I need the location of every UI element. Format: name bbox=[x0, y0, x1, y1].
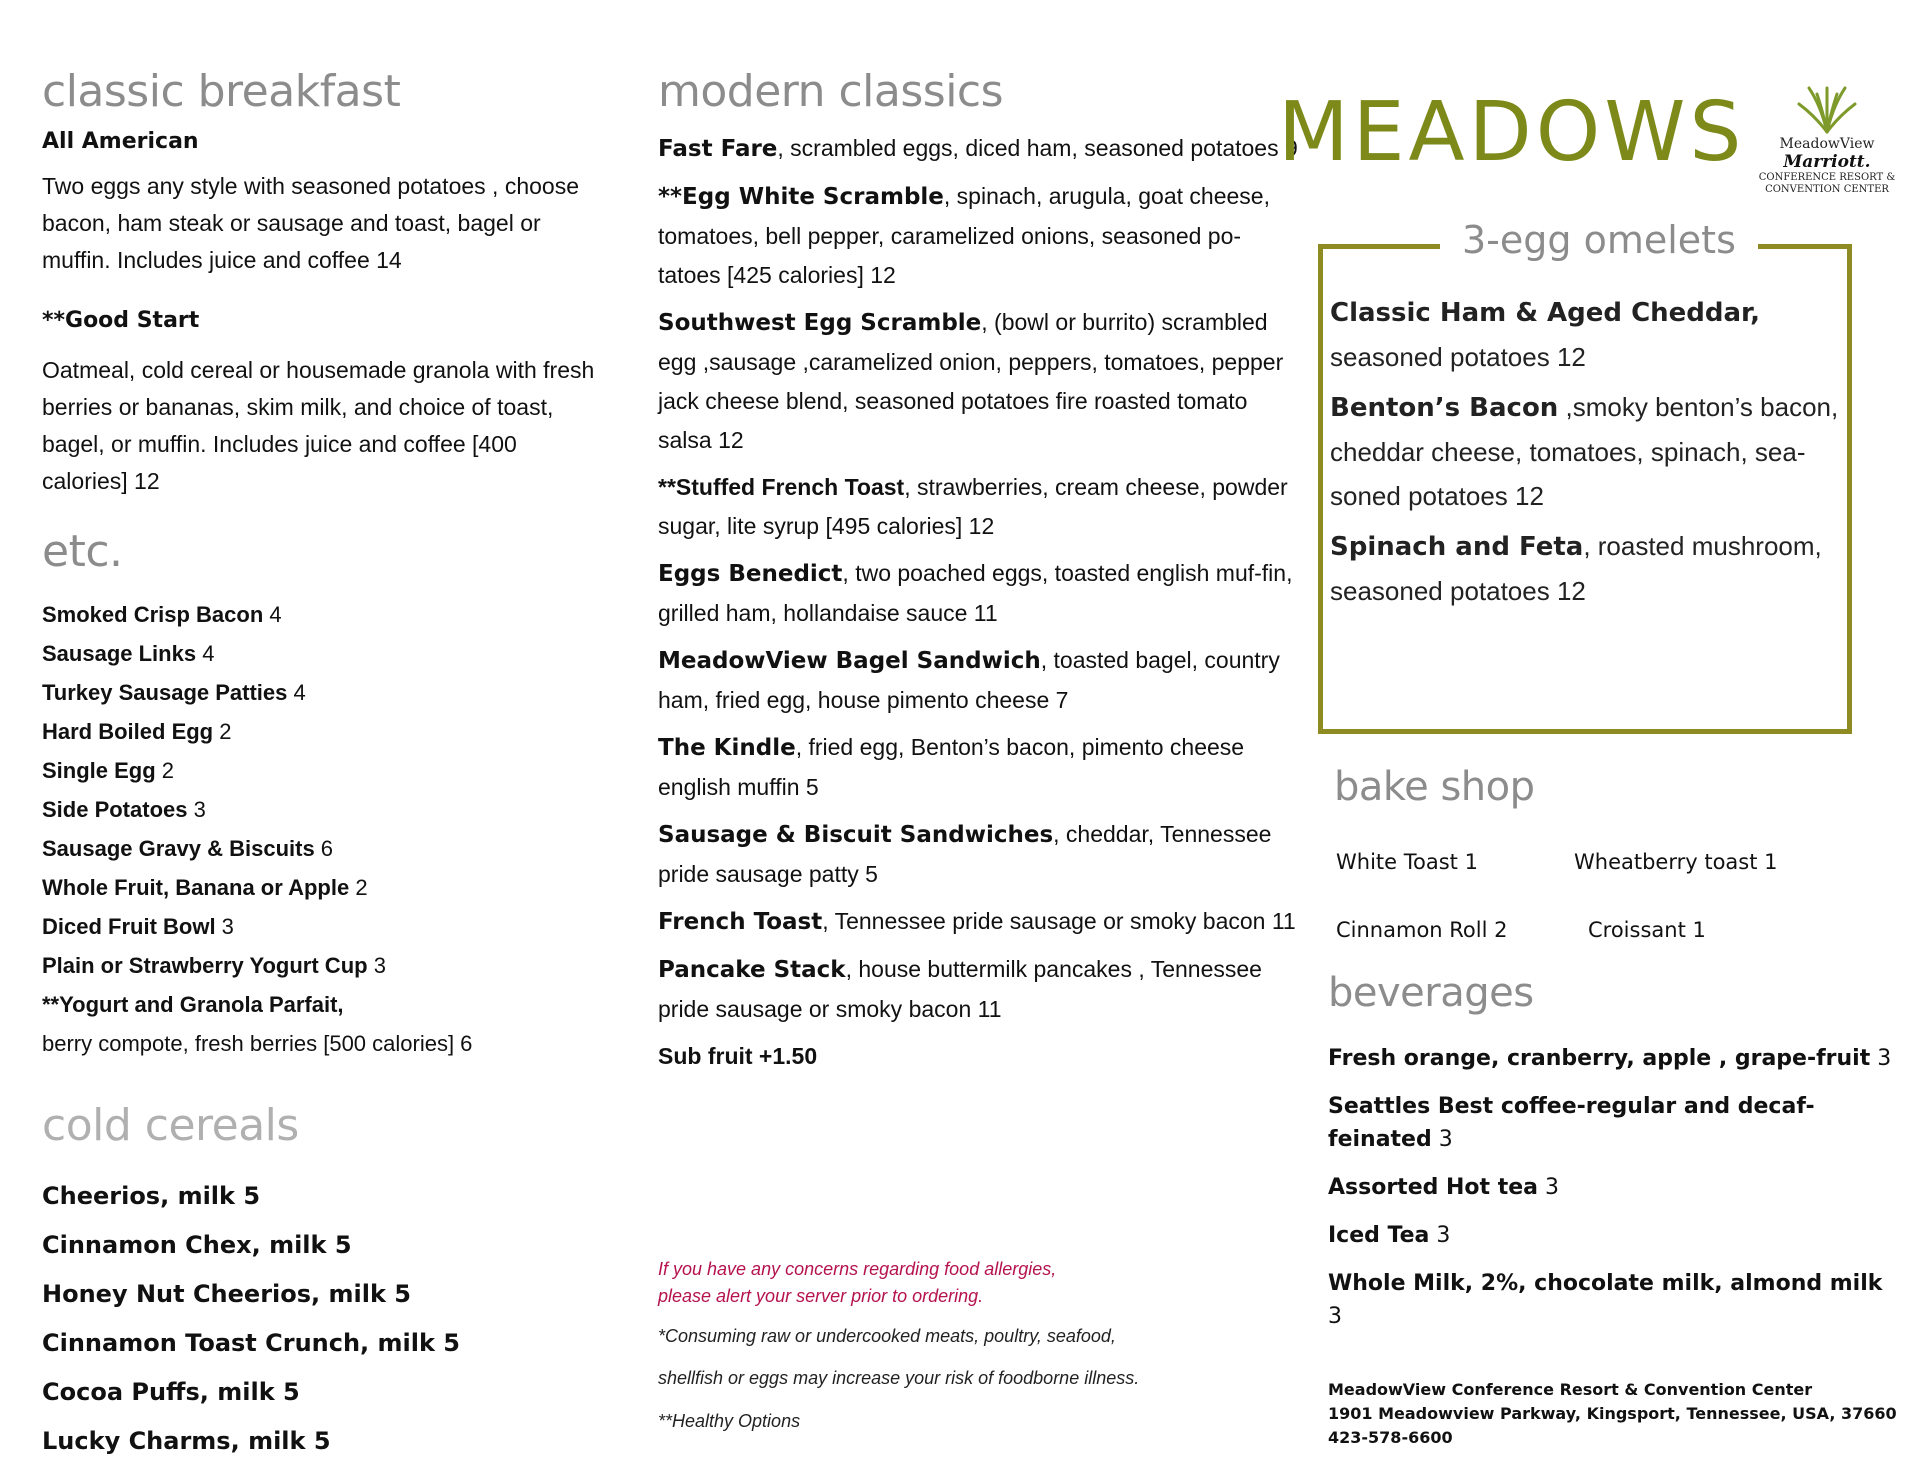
item-name: Pancake Stack bbox=[658, 957, 846, 983]
item-price: 4 bbox=[287, 680, 306, 705]
cold-cereals-list bbox=[42, 1172, 460, 1466]
item-name: Seattles Best coffee-regular and decaf-feinated bbox=[1328, 1094, 1815, 1152]
raw-food-warning: *Consuming raw or undercooked meats, poultry, seafood, bbox=[658, 1326, 1116, 1346]
list-item: Cocoa Puffs, milk 5 bbox=[42, 1378, 300, 1406]
list-item: Cheerios, milk 5 bbox=[42, 1182, 261, 1210]
item-name: French Toast bbox=[658, 909, 823, 935]
list-item bbox=[42, 985, 622, 1024]
list-item bbox=[1328, 1090, 1898, 1156]
item-description: , (bowl or burrito) scrambled egg ,sausage ,caramelized onion, peppers, tomatoes, pepper jack cheese blend, seasoned potatoes fire roasted tomato salsa 12 bbox=[658, 309, 1284, 453]
item-description: ,smoky benton’s bacon, cheddar cheese, tomatoes, spinach, sea-soned potatoes 12 bbox=[1330, 392, 1839, 511]
venue-info bbox=[1328, 1378, 1898, 1450]
item-name: Whole Milk, 2%, chocolate milk, almond milk bbox=[1328, 1271, 1883, 1296]
item-name: Southwest Egg Scramble bbox=[658, 310, 982, 336]
logo-text: MeadowView bbox=[1779, 136, 1875, 152]
venue-phone: 423-578-6600 bbox=[1328, 1428, 1453, 1447]
item-description: , fried egg, Benton’s bacon, pimento cheese english muffin 5 bbox=[658, 734, 1245, 800]
item-description: berry compote, fresh berries [500 calories] 6 bbox=[42, 1031, 473, 1056]
item-price: 2 bbox=[349, 875, 368, 900]
list-item bbox=[1328, 1042, 1898, 1075]
item-price: 2 bbox=[213, 719, 232, 744]
item-description: , toasted bagel, country ham, fried egg, house pimento cheese 7 bbox=[658, 647, 1280, 713]
item-description: seasoned potatoes 12 bbox=[1330, 342, 1586, 372]
item-name: Assorted Hot tea bbox=[1328, 1175, 1539, 1200]
item-price: 3 bbox=[215, 914, 234, 939]
list-item bbox=[1330, 524, 1850, 613]
item-name: **Egg White Scramble bbox=[658, 184, 944, 210]
item-price: 3 bbox=[1431, 1127, 1453, 1152]
list-item bbox=[658, 129, 1298, 169]
grass-logo-icon bbox=[1795, 82, 1859, 134]
list-item: Croissant 1 bbox=[1588, 918, 1706, 942]
section-title-omelets: 3-egg omelets bbox=[1440, 218, 1758, 262]
item-name: Sausage Gravy & Biscuits bbox=[42, 836, 315, 861]
logo-text: CONFERENCE RESORT & bbox=[1758, 172, 1896, 183]
item-price: 3 bbox=[187, 797, 206, 822]
list-item: Lucky Charms, milk 5 bbox=[42, 1427, 331, 1455]
item-price: 3 bbox=[1538, 1175, 1560, 1200]
list-item bbox=[42, 673, 622, 712]
item-description: , spinach, arugula, goat cheese, tomatoes, bell pepper, caramelized onions, seasoned po-tatoes [425 calories] 12 bbox=[658, 183, 1270, 288]
item-description: , Tennessee pride sausage or smoky bacon 11 bbox=[822, 908, 1296, 934]
list-item bbox=[42, 751, 622, 790]
list-item: Cinnamon Toast Crunch, milk 5 bbox=[42, 1329, 461, 1357]
menu-item-name: All American bbox=[42, 129, 199, 154]
menu-item-description: Oatmeal, cold cereal or housemade granola with fresh berries or bananas, skim milk, and choice of toast, bagel, or muffin. Includes juice and coffee [400 calories] 12 bbox=[42, 357, 595, 494]
logo-text: CONVENTION CENTER bbox=[1765, 184, 1889, 195]
item-description: , strawberries, cream cheese, powder sugar, lite syrup [495 calories] 12 bbox=[658, 474, 1288, 539]
brand-title: MEADOWS bbox=[1278, 85, 1746, 180]
logo-text: Marriott. bbox=[1783, 152, 1871, 172]
list-item: White Toast 1 bbox=[1336, 850, 1478, 874]
list-item bbox=[1328, 1219, 1898, 1252]
list-item bbox=[658, 815, 1298, 894]
item-name: Iced Tea bbox=[1328, 1223, 1430, 1248]
item-name: Turkey Sausage Patties bbox=[42, 680, 288, 705]
menu-item-description: Two eggs any style with seasoned potatoes , choose bacon, ham steak or sausage and toast, bagel or muffin. Includes juice and coffee 14 bbox=[42, 173, 579, 273]
item-description: , house buttermilk pancakes , Tennessee pride sausage or smoky bacon 11 bbox=[658, 956, 1262, 1022]
item-name: Diced Fruit Bowl bbox=[42, 914, 216, 939]
list-item bbox=[658, 950, 1298, 1029]
item-name: Single Egg bbox=[42, 758, 156, 783]
list-item bbox=[1328, 1267, 1898, 1333]
item-description: , cheddar, Tennessee pride sausage patty 5 bbox=[658, 821, 1272, 887]
section-title-beverages: beverages bbox=[1328, 970, 1534, 1016]
list-item bbox=[658, 303, 1298, 460]
venue-name: MeadowView Conference Resort & Convention Center bbox=[1328, 1380, 1813, 1399]
item-name: Sausage Links bbox=[42, 641, 197, 666]
list-item bbox=[42, 829, 622, 868]
list-item bbox=[42, 595, 622, 634]
item-price: 6 bbox=[314, 836, 334, 861]
item-price: 3 bbox=[1870, 1046, 1892, 1071]
meadowview-marriott-logo bbox=[1752, 82, 1902, 196]
allergy-line: please alert your server prior to ordering. bbox=[658, 1286, 984, 1306]
list-item bbox=[42, 790, 622, 829]
item-price: 3 bbox=[1328, 1304, 1342, 1329]
list-item bbox=[658, 641, 1298, 720]
etc-list bbox=[42, 595, 622, 1063]
list-item bbox=[1328, 1171, 1898, 1204]
omelets-list bbox=[1330, 290, 1850, 619]
list-item bbox=[42, 907, 622, 946]
allergy-notice bbox=[658, 1256, 1278, 1310]
item-name: Smoked Crisp Bacon bbox=[42, 602, 264, 627]
modern-classics-list bbox=[658, 129, 1298, 1084]
list-item bbox=[1330, 385, 1850, 518]
list-item bbox=[42, 946, 622, 985]
item-description: , two poached eggs, toasted english muf-fin, grilled ham, hollandaise sauce 11 bbox=[658, 560, 1293, 626]
item-name: Plain or Strawberry Yogurt Cup bbox=[42, 953, 368, 978]
list-item bbox=[42, 868, 622, 907]
item-name: Hard Boiled Egg bbox=[42, 719, 214, 744]
item-price: 4 bbox=[263, 602, 282, 627]
section-title-bake-shop: bake shop bbox=[1334, 764, 1535, 810]
item-name: **Stuffed French Toast bbox=[658, 474, 905, 500]
section-title-cold-cereals: cold cereals bbox=[42, 1100, 299, 1151]
list-item bbox=[658, 728, 1298, 807]
list-item bbox=[42, 634, 622, 673]
item-name: Fast Fare bbox=[658, 136, 778, 162]
menu-item-name: **Good Start bbox=[42, 308, 200, 333]
allergy-line: If you have any concerns regarding food allergies, bbox=[658, 1259, 1057, 1279]
item-name: Whole Fruit, Banana or Apple bbox=[42, 875, 350, 900]
list-item bbox=[658, 468, 1298, 546]
healthy-options-note: **Healthy Options bbox=[658, 1411, 801, 1431]
list-item: Cinnamon Roll 2 bbox=[1336, 918, 1508, 942]
sub-fruit-note: Sub fruit +1.50 bbox=[658, 1043, 818, 1069]
item-name: Fresh orange, cranberry, apple , grape-fruit bbox=[1328, 1046, 1871, 1071]
venue-address: 1901 Meadowview Parkway, Kingsport, Tennessee, USA, 37660 bbox=[1328, 1404, 1897, 1423]
item-price: 3 bbox=[1429, 1223, 1451, 1248]
item-name: Classic Ham & Aged Cheddar, bbox=[1330, 298, 1760, 328]
item-name: MeadowView Bagel Sandwich bbox=[658, 648, 1041, 674]
list-item: Wheatberry toast 1 bbox=[1574, 850, 1778, 874]
section-title-etc: etc. bbox=[42, 526, 123, 577]
item-price: 3 bbox=[367, 953, 386, 978]
section-title-modern-classics: modern classics bbox=[658, 66, 1004, 117]
item-name: **Yogurt and Granola Parfait, bbox=[42, 992, 344, 1017]
list-item bbox=[658, 554, 1298, 633]
item-name: Spinach and Feta bbox=[1330, 532, 1584, 562]
section-title-classic-breakfast: classic breakfast bbox=[42, 66, 401, 117]
list-item bbox=[658, 177, 1298, 295]
list-item bbox=[42, 712, 622, 751]
item-name: Side Potatoes bbox=[42, 797, 188, 822]
list-item: Honey Nut Cheerios, milk 5 bbox=[42, 1280, 411, 1308]
item-name: Eggs Benedict bbox=[658, 561, 843, 587]
raw-food-warning: shellfish or eggs may increase your risk of foodborne illness. bbox=[658, 1368, 1140, 1388]
item-price: 4 bbox=[196, 641, 215, 666]
list-item bbox=[1330, 290, 1850, 379]
list-item bbox=[658, 902, 1298, 942]
item-description: , scrambled eggs, diced ham, seasoned potatoes 9 bbox=[777, 135, 1298, 161]
item-price: 2 bbox=[155, 758, 175, 783]
item-description: , roasted mushroom, seasoned potatoes 12 bbox=[1330, 531, 1822, 606]
item-name: The Kindle bbox=[658, 735, 796, 761]
beverages-list bbox=[1328, 1042, 1898, 1348]
item-name: Sausage & Biscuit Sandwiches bbox=[658, 822, 1054, 848]
list-item: Cinnamon Chex, milk 5 bbox=[42, 1231, 352, 1259]
item-name: Benton’s Bacon bbox=[1330, 393, 1559, 423]
